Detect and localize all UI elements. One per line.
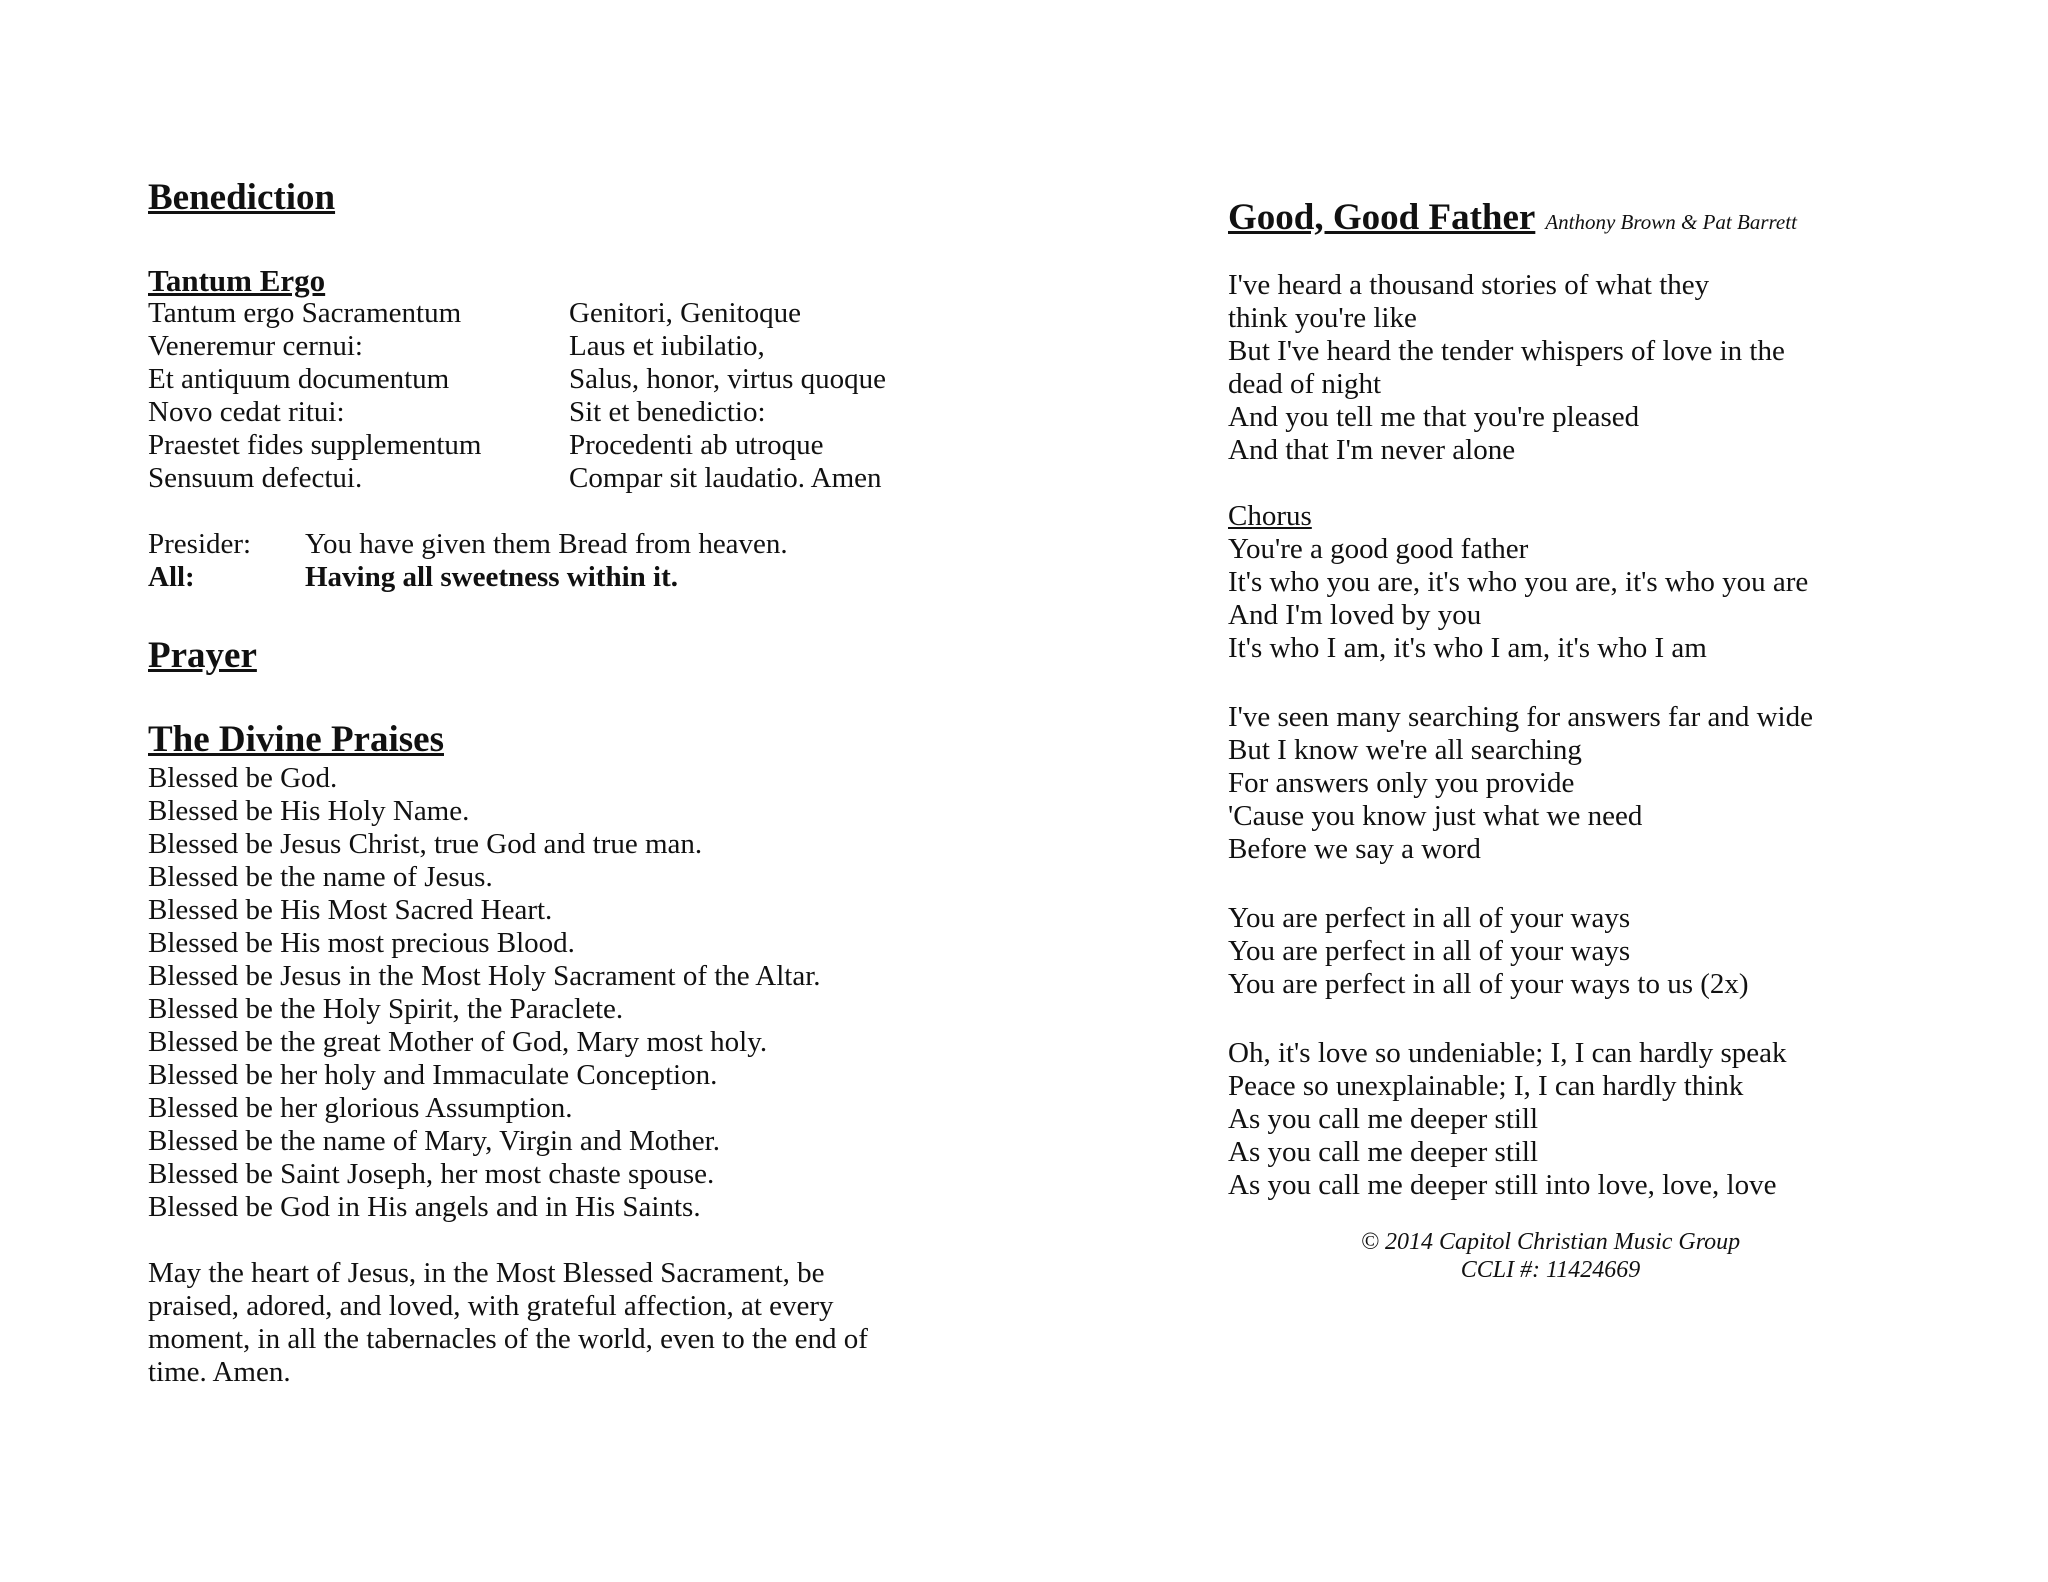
divine-praises-list xyxy=(148,762,968,1224)
presider-dialog xyxy=(148,528,968,594)
praise-line: Blessed be God in His angels and in His Saints. xyxy=(148,1191,701,1223)
hymn-line: Procedenti ab utroque xyxy=(569,429,824,461)
hymn-line: Sensuum defectui. xyxy=(148,462,363,494)
hymn-line: Salus, honor, virtus quoque xyxy=(569,363,887,395)
lyric-line: 'Cause you know just what we need xyxy=(1228,800,1643,832)
praise-line: Blessed be the name of Mary, Virgin and Mother. xyxy=(148,1125,720,1157)
benediction-heading: Benediction xyxy=(148,177,336,218)
hymn-line: Sit et benedictio: xyxy=(569,396,766,428)
closing-prayer xyxy=(148,1257,938,1389)
ccli-line: CCLI #: 11424669 xyxy=(1460,1257,1641,1283)
song-title: Good, Good Father xyxy=(1228,197,1536,238)
song-authors: Anthony Brown & Pat Barrett xyxy=(1545,210,1797,234)
hymn-line: Laus et iubilatio, xyxy=(569,330,765,362)
lyric-line: Before we say a word xyxy=(1228,833,1481,865)
hymn-line: Compar sit laudatio. Amen xyxy=(569,462,882,494)
lyric-line: I've seen many searching for answers far and wide xyxy=(1228,701,1813,733)
praise-line: Blessed be Jesus Christ, true God and true man. xyxy=(148,828,703,860)
left-page xyxy=(148,172,968,1389)
hymn-line: Et antiquum documentum xyxy=(148,363,450,395)
hymn-line: Praestet fides supplementum xyxy=(148,429,482,461)
lyric-line: I've heard a thousand stories of what they xyxy=(1228,269,1710,301)
lyric-line: As you call me deeper still xyxy=(1228,1136,1539,1168)
all-label: All: xyxy=(148,561,195,593)
presider-row xyxy=(148,528,968,561)
lyric-line: think you're like xyxy=(1228,302,1417,334)
bridge xyxy=(1228,902,1928,1001)
lyric-line: You're a good good father xyxy=(1228,533,1529,565)
praise-line: Blessed be the Holy Spirit, the Paraclete. xyxy=(148,993,624,1025)
presider-label: Presider: xyxy=(148,528,252,560)
hymn-line: Genitori, Genitoque xyxy=(569,297,801,329)
lyric-line: Peace so unexplainable; I, I can hardly think xyxy=(1228,1070,1744,1102)
lyric-line: Oh, it's love so undeniable; I, I can hardly speak xyxy=(1228,1037,1787,1069)
verse-2 xyxy=(1228,701,1928,866)
copyright-credits xyxy=(1228,1228,1873,1284)
closing-line: time. Amen. xyxy=(148,1356,291,1388)
lyric-line: For answers only you provide xyxy=(1228,767,1575,799)
song-title-row xyxy=(1228,192,1928,251)
lyric-line: And I'm loved by you xyxy=(1228,599,1482,631)
praise-line: Blessed be her holy and Immaculate Conception. xyxy=(148,1059,718,1091)
lyric-line: As you call me deeper still into love, love, love xyxy=(1228,1169,1777,1201)
verse-3 xyxy=(1228,1037,1928,1202)
tantum-ergo-text xyxy=(148,297,968,495)
praise-line: Blessed be His most precious Blood. xyxy=(148,927,575,959)
all-response-text: Having all sweetness within it. xyxy=(305,561,678,593)
praise-line: Blessed be the great Mother of God, Mary most holy. xyxy=(148,1026,768,1058)
copyright-line: © 2014 Capitol Christian Music Group xyxy=(1360,1229,1741,1255)
divine-praises-heading: The Divine Praises xyxy=(148,719,444,760)
tantum-ergo-column-2 xyxy=(569,297,968,495)
presider-text: You have given them Bread from heaven. xyxy=(305,528,788,560)
verse-1 xyxy=(1228,269,1928,467)
right-page xyxy=(1228,192,1928,1284)
lyric-line: And that I'm never alone xyxy=(1228,434,1516,466)
lyric-line: dead of night xyxy=(1228,368,1382,400)
lyric-line: It's who you are, it's who you are, it's who you are xyxy=(1228,566,1809,598)
praise-line: Blessed be the name of Jesus. xyxy=(148,861,493,893)
praise-line: Blessed be His Holy Name. xyxy=(148,795,470,827)
prayer-heading: Prayer xyxy=(148,635,257,676)
hymn-line: Novo cedat ritui: xyxy=(148,396,345,428)
lyric-line: You are perfect in all of your ways xyxy=(1228,902,1631,934)
lyric-line: But I've heard the tender whispers of love in the xyxy=(1228,335,1785,367)
all-response-row xyxy=(148,561,968,594)
hymn-line: Veneremur cernui: xyxy=(148,330,363,362)
lyric-line: You are perfect in all of your ways xyxy=(1228,935,1631,967)
closing-line: praised, adored, and loved, with grateful affection, at every xyxy=(148,1290,834,1322)
closing-line: moment, in all the tabernacles of the world, even to the end of xyxy=(148,1323,868,1355)
lyric-line: As you call me deeper still xyxy=(1228,1103,1539,1135)
tantum-ergo-column-1 xyxy=(148,297,569,495)
praise-line: Blessed be Jesus in the Most Holy Sacrament of the Altar. xyxy=(148,960,821,992)
lyric-line: It's who I am, it's who I am, it's who I am xyxy=(1228,632,1707,664)
hymn-line: Tantum ergo Sacramentum xyxy=(148,297,462,329)
praise-line: Blessed be her glorious Assumption. xyxy=(148,1092,573,1124)
lyric-line: You are perfect in all of your ways to us (2x) xyxy=(1228,968,1749,1000)
praise-line: Blessed be Saint Joseph, her most chaste spouse. xyxy=(148,1158,715,1190)
chorus xyxy=(1228,500,1928,665)
tantum-ergo-heading: Tantum Ergo xyxy=(148,263,326,298)
closing-line: May the heart of Jesus, in the Most Blessed Sacrament, be xyxy=(148,1257,825,1289)
chorus-label: Chorus xyxy=(1228,500,1312,532)
praise-line: Blessed be His Most Sacred Heart. xyxy=(148,894,553,926)
lyric-line: But I know we're all searching xyxy=(1228,734,1582,766)
praise-line: Blessed be God. xyxy=(148,762,338,794)
lyric-line: And you tell me that you're pleased xyxy=(1228,401,1640,433)
